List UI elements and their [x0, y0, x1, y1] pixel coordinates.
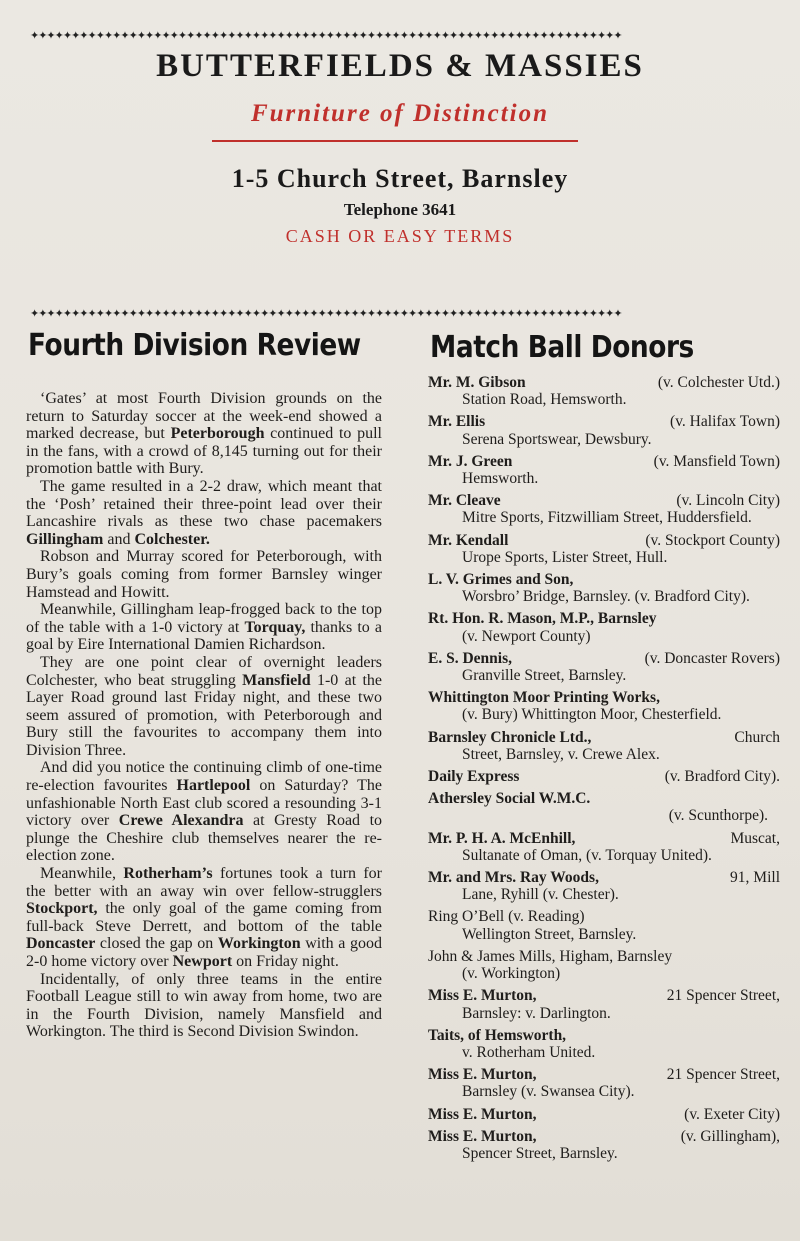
text-run: Incidentally, of only three teams in the entire Football League still to win away from home, two are in the Fourth Division, namely Mansfield and Workington. The third is Second Division Swindon. [26, 970, 382, 1041]
donor-details: Lane, Ryhill (v. Chester). [462, 886, 619, 904]
donor-name: Taits, of Hemsworth, [428, 1026, 567, 1044]
bold-team-name: Mansfield [242, 671, 311, 689]
donor-details: Street, Barnsley, v. Crewe Alex. [462, 745, 660, 763]
donor-details: Barnsley (v. Swansea City). [462, 1083, 635, 1101]
tagline-underline [212, 140, 578, 142]
text-run: on Friday night. [232, 953, 339, 970]
donor-match: (v. Exeter City) [684, 1105, 780, 1123]
donor-entry [428, 492, 780, 526]
donor-name: Mr. J. Green [428, 452, 513, 470]
text-run: And did you notice the continuing climb of one-time re-election favourites [26, 759, 382, 795]
text-run: continued to pull in the fans, with a crowd of 8,145 turning out for their promotion battle with Bury. [26, 425, 382, 478]
donors-heading: Match Ball Donors [430, 330, 694, 365]
text-run: The game resulted in a 2-2 draw, which meant that the ‘Posh’ retained their three-point lead over their Lancashire rivals as these two chase pacemakers [26, 477, 382, 531]
donor-entry [428, 650, 780, 684]
donor-entry [428, 571, 780, 605]
donor-entry [428, 948, 780, 982]
text-run: fortunes took a turn for the better with an away win over fellow-strugglers [26, 865, 382, 900]
donor-entry [428, 532, 780, 566]
donor-entry [428, 1027, 780, 1061]
donor-details: v. Rotherham United. [462, 1043, 596, 1061]
text-run: and [103, 530, 135, 548]
text-run: on Saturday? The unfashionable North East club scored a resounding 3-1 victory over [26, 777, 383, 830]
decorative-rule-top: ✦✦✦✦✦✦✦✦✦✦✦✦✦✦✦✦✦✦✦✦✦✦✦✦✦✦✦✦✦✦✦✦✦✦✦✦✦✦✦✦✦✦✦✦✦✦✦✦✦✦✦✦✦✦✦✦✦✦✦✦✦✦✦✦✦✦✦✦✦✦✦✦ [30, 30, 622, 42]
donor-entry [428, 908, 780, 942]
text-run: the only goal of the game coming from full-back Steve Derrett, and bottom of the table [26, 900, 382, 935]
bold-team-name: Gillingham [26, 530, 104, 548]
text-run: Robson and Murray scored for Peterborough, with Bury’s goals coming from former Barnsley winger Hamstead and Howitt. [26, 548, 382, 601]
donor-match: (v. Doncaster Rovers) [644, 649, 780, 667]
decorative-rule-middle: ✦✦✦✦✦✦✦✦✦✦✦✦✦✦✦✦✦✦✦✦✦✦✦✦✦✦✦✦✦✦✦✦✦✦✦✦✦✦✦✦✦✦✦✦✦✦✦✦✦✦✦✦✦✦✦✦✦✦✦✦✦✦✦✦✦✦✦✦✦✦✦✦ [30, 308, 622, 320]
donor-match: 21 Spencer Street, [666, 987, 780, 1005]
donor-match: 91, Mill [730, 869, 780, 887]
bold-team-name: Hartlepool [176, 777, 251, 795]
donor-name: Miss E. Murton, [428, 1127, 537, 1145]
donor-name: Mr. Cleave [428, 492, 501, 510]
donor-entry [428, 1106, 780, 1123]
text-run: ‘Gates’ at most Fourth Division grounds on the return to Saturday soccer at the week-end showed a marked decrease, but [26, 390, 382, 443]
review-paragraph [26, 601, 382, 654]
text-run: Meanwhile, [40, 865, 124, 883]
donor-name: Athersley Social W.M.C. [428, 790, 591, 808]
donor-details: (v. Newport County) [462, 627, 591, 645]
text-run: Meanwhile, Gillingham leap-frogged back to the top of the table with a 1-0 victory at [26, 601, 382, 636]
bold-team-name: Colchester. [134, 530, 210, 548]
donor-entry [428, 869, 780, 903]
donor-details: Sultanate of Oman, (v. Torquay United). [462, 846, 712, 864]
donor-match: (v. Halifax Town) [670, 413, 780, 431]
donor-match: (v. Bradford City). [664, 768, 780, 786]
bold-team-name: Peterborough [170, 425, 265, 443]
bold-team-name: Workington [217, 935, 301, 953]
review-paragraph [26, 654, 382, 760]
donor-entry [428, 987, 780, 1021]
bold-team-name: Stockport, [26, 900, 98, 918]
text-run: closed the gap on [95, 935, 218, 953]
advert-terms: CASH OR EASY TERMS [285, 226, 515, 246]
donor-details: (v. Scunthorpe). [668, 807, 768, 825]
bold-team-name: Crewe Alexandra [118, 812, 244, 830]
donor-details: (v. Bury) Whittington Moor, Chesterfield. [462, 706, 722, 724]
donor-name: Barnsley Chronicle Ltd., [428, 728, 592, 746]
donor-name: Miss E. Murton, [428, 1105, 537, 1123]
donor-entry [428, 374, 780, 408]
review-paragraph [26, 971, 382, 1041]
donor-match: (v. Lincoln City) [676, 492, 780, 510]
bold-team-name: Newport [172, 953, 233, 970]
donor-match: 21 Spencer Street, [666, 1066, 780, 1084]
donor-details: Barnsley: v. Darlington. [462, 1004, 611, 1022]
donor-details: Serena Sportswear, Dewsbury. [462, 430, 652, 448]
donor-name: E. S. Dennis, [428, 649, 512, 667]
donor-details: Granville Street, Barnsley. [462, 667, 627, 685]
donor-name: Ring O’Bell (v. Reading) [428, 908, 585, 926]
donor-match: Muscat, [730, 829, 780, 847]
donor-entry [428, 768, 780, 785]
review-heading: Fourth Division Review [28, 328, 361, 363]
donor-details: Spencer Street, Barnsley. [462, 1144, 618, 1162]
donor-details: Station Road, Hemsworth. [462, 391, 627, 409]
advert-tagline: Furniture of Distinction [250, 100, 550, 127]
donor-entry [428, 1128, 780, 1162]
bold-team-name: Doncaster [26, 935, 96, 953]
text-run: They are one point clear of overnight leaders Colchester, who beat struggling [26, 653, 382, 689]
review-paragraph [26, 759, 382, 865]
text-run: with a good 2-0 home victory over [26, 935, 383, 970]
donor-entry [428, 830, 780, 864]
text-run: thanks to a goal by Eire International Damien Richardson. [26, 618, 382, 654]
donor-entry [428, 610, 780, 644]
donor-details: Urope Sports, Lister Street, Hull. [462, 548, 668, 566]
donor-match: (v. Gillingham), [680, 1127, 780, 1145]
review-paragraph [26, 478, 382, 548]
donor-name: Mr. Ellis [428, 413, 486, 431]
donor-entry [428, 729, 780, 763]
donor-entry [428, 453, 780, 487]
review-paragraph [26, 548, 382, 601]
bold-team-name: Rotherham’s [123, 865, 213, 883]
donor-name: John & James Mills, Higham, Barnsley [428, 947, 673, 965]
donor-details: Worsbro’ Bridge, Barnsley. (v. Bradford City). [462, 588, 750, 606]
donor-match: (v. Colchester Utd.) [657, 374, 780, 391]
donor-details: Mitre Sports, Fitzwilliam Street, Huddersfield. [462, 509, 752, 527]
donor-name: Daily Express [428, 768, 520, 786]
donor-entry [428, 1066, 780, 1100]
donor-details: (v. Workington) [462, 965, 561, 983]
advert-title: BUTTERFIELDS & MASSIES [156, 48, 644, 84]
donor-entry [428, 790, 780, 824]
donor-name: Mr. P. H. A. McEnhill, [428, 829, 576, 847]
review-paragraph [26, 390, 382, 478]
donor-name: Miss E. Murton, [428, 1066, 537, 1084]
donors-list [428, 374, 780, 1167]
review-article [26, 390, 382, 1041]
donor-entry [428, 689, 780, 723]
donor-entry [428, 413, 780, 447]
donor-name: Miss E. Murton, [428, 987, 537, 1005]
donor-name: Whittington Moor Printing Works, [428, 689, 660, 707]
donor-details: Hemsworth. [462, 470, 539, 488]
review-paragraph [26, 865, 382, 971]
donor-match: (v. Stockport County) [645, 531, 780, 549]
text-run: 1-0 at the Layer Road ground last Friday night, and these two seem assured of promotion, with Peterborough and Bury still the favourites to accompany them into Division Three. [26, 671, 383, 759]
donor-name: L. V. Grimes and Son, [428, 571, 574, 589]
donor-name: Mr. M. Gibson [428, 374, 526, 391]
advert-address: 1-5 Church Street, Barnsley [231, 164, 569, 193]
bold-team-name: Torquay, [244, 618, 306, 636]
text-run: at Gresty Road to plunge the Cheshire club themselves nearer the re-election zone. [26, 812, 383, 865]
donor-name: Mr. and Mrs. Ray Woods, [428, 869, 599, 887]
donor-name: Rt. Hon. R. Mason, M.P., Barnsley [428, 610, 657, 628]
donor-details: Wellington Street, Barnsley. [462, 925, 637, 943]
donor-match: (v. Mansfield Town) [653, 452, 780, 470]
donor-match: Church [734, 728, 780, 746]
donor-name: Mr. Kendall [428, 531, 509, 549]
advert-phone: Telephone 3641 [343, 200, 457, 219]
